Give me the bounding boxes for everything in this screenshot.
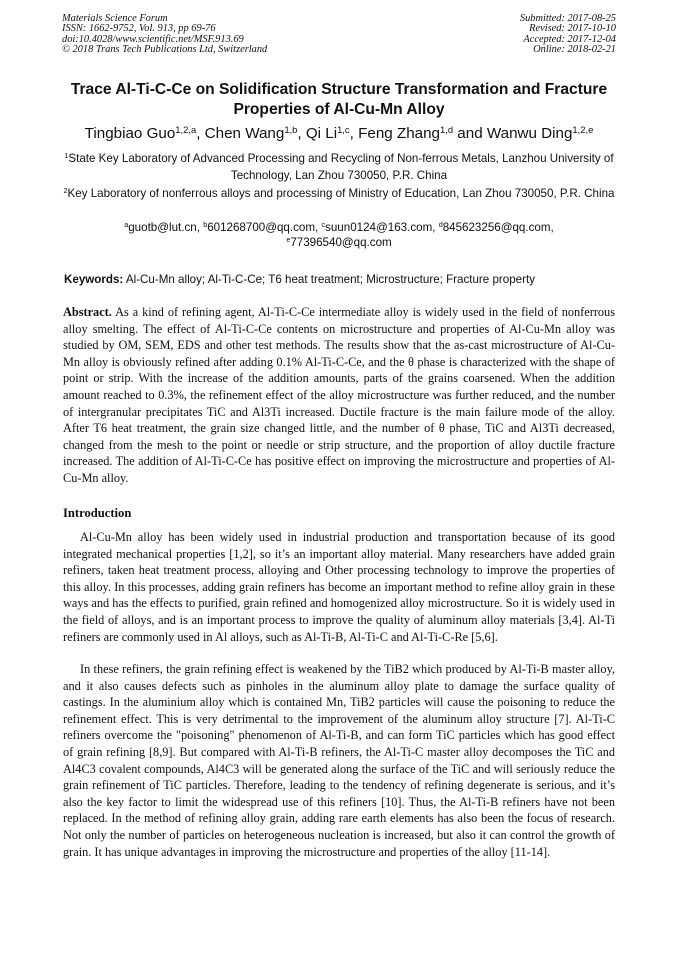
introduction-paragraph-2: In these refiners, the grain refining effect is weakened by the TiB2 which produced by Al-Ti-B master alloy, and it also causes defects such as pinholes in the aluminum alloy plate to damage the surface quality of castings. In the aluminium alloy which is contained Mn, TiB2 particles will cause the poisoning to reduce the refinement effect. This is very detrimental to the improvement of the aluminum alloy structure [7]. Al-Ti-C refiners overcome the "poisoning" phenomenon of Al-Ti-B, and can form TiC particles which has good effect of grain refining [8,9]. But compared with Al-Ti-B refiners, the Al-Ti-C master alloy decomposes the TiC and Al4C3 covalent compounds, Al4C3 will be generated along the surface of the TiC and will seriously reduce the grain refinement of TiC particles. Therefore, leading to the tendency of refining degenerate is serious, and it’s also the key factor to limit the widespread use of this refiners [10]. Thus, the Al-Ti-B refiners have not been replaced. In the method of refining alloy grain, adding rare earth elements has also been the focus of research. Not only the number of particles on heterogeneous nucleation is increased, but also it can control the growth of grain. It has unique advantages in improving the microstructure and properties of the alloy [11-14]. xyxy=(63,662,615,859)
keywords-text: Al-Cu-Mn alloy; Al-Ti-C-Ce; T6 heat treatment; Microstructure; Fracture property xyxy=(125,273,535,286)
journal-header xyxy=(62,14,267,56)
email-separator: , xyxy=(550,221,554,234)
dates-header xyxy=(520,14,616,56)
author-name: Feng Zhang xyxy=(358,125,440,142)
author-name: Tingbiao Guo xyxy=(84,125,176,142)
affiliation-text: Key Laboratory of nonferrous alloys and processing of Ministry of Education, Lan Zhou 730050, P.R. China xyxy=(67,187,615,200)
author-name: Qi Li xyxy=(305,125,338,142)
affiliation-2 xyxy=(60,185,618,202)
author-affiliation-marker: 1,d xyxy=(440,123,454,135)
issn-line: ISSN: 1662-9752, Vol. 913, pp 69-76 xyxy=(62,23,216,35)
email-address: 77396540@qq.com xyxy=(290,236,392,249)
email-address: 601268700@qq.com xyxy=(207,221,316,234)
author-affiliation-marker: 1,2,e xyxy=(572,123,594,135)
paper-title: Trace Al-Ti-C-Ce on Solidification Structure Transformation and Fracture Properties of Al-Cu-Mn Alloy xyxy=(70,81,608,118)
author-name: Wanwu Ding xyxy=(486,125,573,142)
abstract-paragraph xyxy=(63,304,615,487)
author-affiliation-marker: 1,c xyxy=(337,123,350,135)
revised-date: Revised: 2017-10-10 xyxy=(529,23,616,35)
email-marker: c xyxy=(321,220,326,230)
email-address: suun0124@163.com xyxy=(325,221,433,234)
keywords-line xyxy=(64,272,624,287)
email-marker: a xyxy=(124,220,129,230)
email-address: 845623256@qq.com xyxy=(442,221,551,234)
abstract-label: Abstract. xyxy=(63,305,112,319)
online-date: Online: 2018-02-21 xyxy=(533,44,616,56)
author-separator: , xyxy=(349,125,359,142)
affiliation-1 xyxy=(60,150,618,184)
copyright-line: © 2018 Trans Tech Publications Ltd, Switzerland xyxy=(62,44,268,56)
email-marker: d xyxy=(438,220,443,230)
affiliation-marker: 2 xyxy=(63,186,68,196)
author-separator: , xyxy=(196,125,205,142)
email-separator: , xyxy=(315,221,322,234)
author-name: Chen Wang xyxy=(204,125,285,142)
doi-line: doi:10.4028/www.scientific.net/MSF.913.69 xyxy=(62,33,244,45)
affiliation-text: State Key Laboratory of Advanced Processing and Recycling of Non-ferrous Metals, Lanzhou University of Technology, Lan Zhou 730050, P.R. China xyxy=(68,152,614,182)
accepted-date: Accepted: 2017-12-04 xyxy=(523,33,616,45)
journal-name: Materials Science Forum xyxy=(62,13,168,24)
email-marker: e xyxy=(286,235,291,245)
abstract-text: As a kind of refining agent, Al-Ti-C-Ce intermediate alloy is widely used in the field of nonferrous alloy smelting. The effect of Al-Ti-C-Ce contents on microstructure and properties of Al-Cu-Mn alloy was studied by OM, SEM, EDS and other test methods. The results show that the as-cast microstructure of Al-Cu-Mn alloy is obviously refined after adding 0.1% Al-Ti-C-Ce, and the θ phase is characterized with the shape of point or strip. With the increase of the addition amounts, parts of the grains coarsened. When the addition amount reached to 0.3%, the refinement effect of the alloy microstructure was further reduced, and the number of intergranular precipitates TiC and Al3Ti increased. Ductile fracture is the main failure mode of the alloy. After T6 heat treatment, the grain size changed little, and the number of θ phase, TiC and Al3Ti decreased, changed from the mesh to the point or needle or strip structure, and the proportion of alloy ductile fracture increased. The addition of Al-Ti-C-Ce has positive effect on improving the microstructure and properties of Al-Cu-Mn alloy. xyxy=(63,305,615,485)
author-affiliation-marker: 1,2,a xyxy=(175,123,197,135)
author-separator: and xyxy=(453,125,487,142)
email-marker: b xyxy=(203,220,208,230)
introduction-paragraph-1: Al-Cu-Mn alloy has been widely used in industrial production and transportation because of its good integrated mechanical properties [1,2], so it’s an important alloy material. Many researchers have added grain refiners, taken heat treatment process, alloying and Other processing technology to improve the properties of this alloy. In this processes, adding grain refiners has become an important method to refine alloy grain in these ways and has the effects to purified, grain refined and homogenized alloy microstructure. So it is widely used in the field of alloys, and is an important process to improve the quality of aluminum alloy materials [3,4]. Al-Ti refiners are commonly used in Al alloys, such as Al-Ti-B, Al-Ti-C and Al-Ti-C-Re [5,6]. xyxy=(63,530,615,644)
introduction-heading: Introduction xyxy=(63,506,132,520)
author-separator: , xyxy=(297,125,306,142)
author-list xyxy=(30,124,648,144)
submitted-date: Submitted: 2017-08-25 xyxy=(519,13,616,24)
keywords-label: Keywords: xyxy=(64,273,124,286)
email-separator: , xyxy=(432,221,439,234)
email-separator: , xyxy=(196,221,204,234)
author-affiliation-marker: 1,b xyxy=(284,123,298,135)
affiliation-marker: 1 xyxy=(64,151,69,161)
email-address: guotb@lut.cn xyxy=(128,221,197,234)
email-list xyxy=(60,220,618,250)
